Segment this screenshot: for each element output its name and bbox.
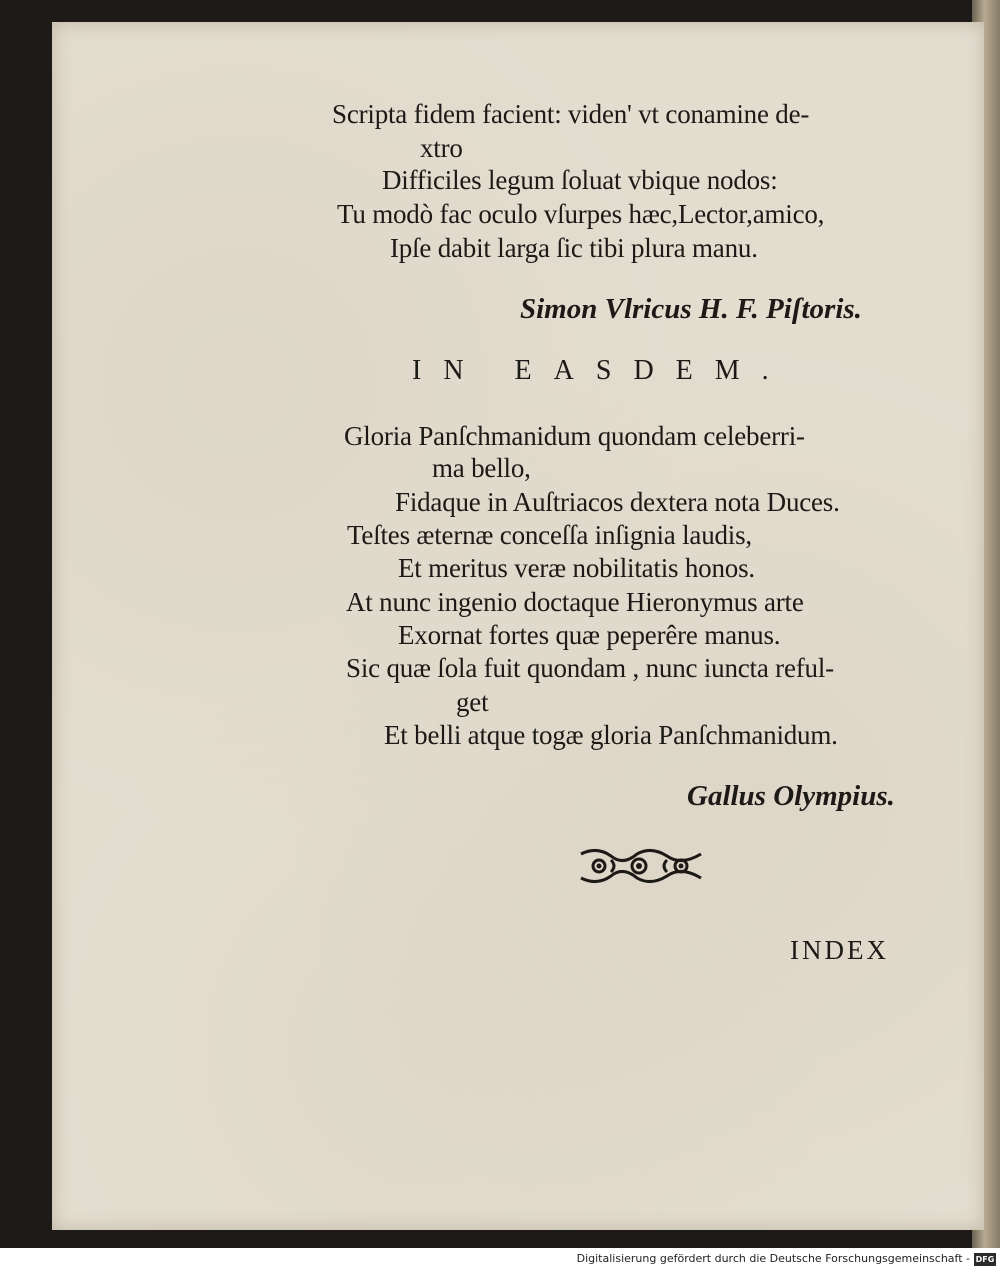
footer-bar: [0, 1250, 1000, 1269]
poem2-line-10: Et belli atque togæ gloria Panſchmanidum.: [384, 720, 838, 750]
poem1-signature: Simon Vlricus H. F. Piſtoris.: [520, 293, 862, 325]
poem2-line-8: Sic quæ ſola fuit quondam , nunc iuncta reful-: [346, 653, 834, 683]
poem2-line-1: Gloria Panſchmanidum quondam celeberri-: [344, 421, 805, 451]
poem2-line-9: get: [456, 687, 489, 717]
dfg-logo-icon: DFG: [975, 1255, 995, 1264]
poem2-heading: IN EASDEM.: [412, 355, 791, 386]
footer-credit: Digitalisierung gefördert durch die Deutsche Forschungsgemeinschaft -: [576, 1252, 970, 1265]
book-page: [52, 22, 984, 1230]
poem1-line-4: Tu modò fac oculo vſurpes hæc,Lector,amico,: [337, 199, 825, 229]
poem1-line-3: Difficiles legum ſoluat vbique nodos:: [382, 165, 778, 195]
printer-ornament-icon: [577, 844, 705, 888]
poem2-line-5: Et meritus veræ nobilitatis honos.: [398, 553, 755, 583]
poem2-line-6: At nunc ingenio doctaque Hieronymus arte: [346, 587, 804, 617]
poem2-line-3: Fidaque in Auſtriacos dextera nota Duces.: [395, 487, 840, 517]
poem1-line-1: Scripta fidem facient: viden' vt conamine de-: [332, 99, 810, 129]
poem2-line-2: ma bello,: [432, 453, 531, 483]
poem2-line-4: Teſtes æternæ conceſſa inſignia laudis,: [347, 520, 752, 550]
poem2-line-7: Exornat fortes quæ peperêre manus.: [398, 620, 781, 650]
poem1-line-5: Ipſe dabit larga ſic tibi plura manu.: [390, 233, 758, 263]
poem1-line-2: xtro: [420, 133, 463, 163]
poem2-signature: Gallus Olympius.: [687, 780, 895, 812]
catchword: INDEX: [790, 935, 889, 965]
